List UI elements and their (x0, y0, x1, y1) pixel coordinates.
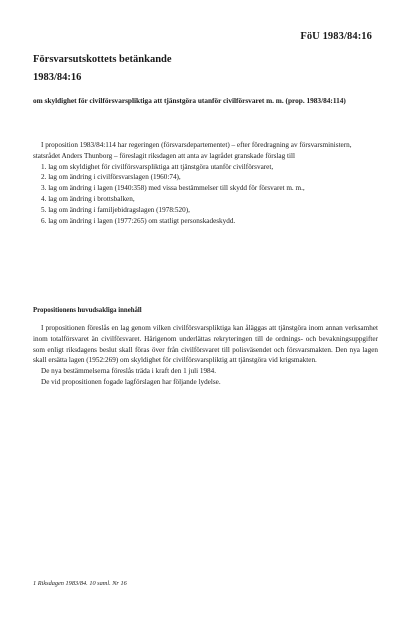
intro-section (33, 140, 378, 226)
list-item: 1. lag om skyldighet för civilförsvarspliktiga att tjänstgöra utanför civilförsvaret, (41, 162, 274, 171)
list-item: 4. lag om ändring i brottsbalken, (41, 194, 135, 203)
document-number: 1983/84:16 (33, 72, 82, 83)
body-paragraph: De nya bestämmelserna föreslås träda i kraft den 1 juli 1984. (41, 367, 217, 376)
body-paragraph: I propositionen föreslås en lag genom vilken civilförsvarspliktiga kan åläggas att tjänstgöra inom annan verksamhet inom totalförsvaret än civilförsvaret. Härigenom underlättas rekryteringen till de ordnings- och bevakningsuppgifter som enligt riksdagens beslut skall föras över från civilförsvaret till polisväsendet och försvarsmakten. Den nya lagen skall ersätta lagen (1952:269) om skyldighet för civilförsvarspliktig att tjänstgöra vid krigsmakten. (33, 324, 378, 365)
section-body (33, 323, 378, 388)
document-subtitle: om skyldighet för civilförsvarspliktiga att tjänstgöra utanför civilförsvaret m. m. (prop. 1983/84:114) (33, 96, 346, 105)
page-footer: 1 Riksdagen 1983/84. 10 saml. Nr 16 (33, 580, 127, 587)
section-heading: Propositionens huvudsakliga innehåll (33, 307, 142, 314)
list-item: 6. lag om ändring i lagen (1977:265) om statligt personskadeskydd. (41, 216, 236, 225)
document-title: Försvarsutskottets betänkande (33, 54, 172, 65)
list-item: 5. lag om ändring i familjebidragslagen (1978:520), (41, 205, 190, 214)
list-item: 3. lag om ändring i lagen (1940:358) med vissa bestämmelser till skydd för försvaret m. m., (41, 184, 305, 193)
intro-paragraph: I proposition 1983/84:114 har regeringen (försvarsdepartementet) – efter föredragning av försvarsministern, statsrådet Anders Thunborg – föreslagit riksdagen att anta av lagrådet granskade förslag till (33, 141, 352, 160)
document-reference: FöU 1983/84:16 (300, 31, 372, 42)
list-item: 2. lag om ändring i civilförsvarslagen (1960:74), (41, 173, 181, 182)
body-paragraph: De vid propositionen fogade lagförslagen har följande lydelse. (41, 377, 221, 386)
